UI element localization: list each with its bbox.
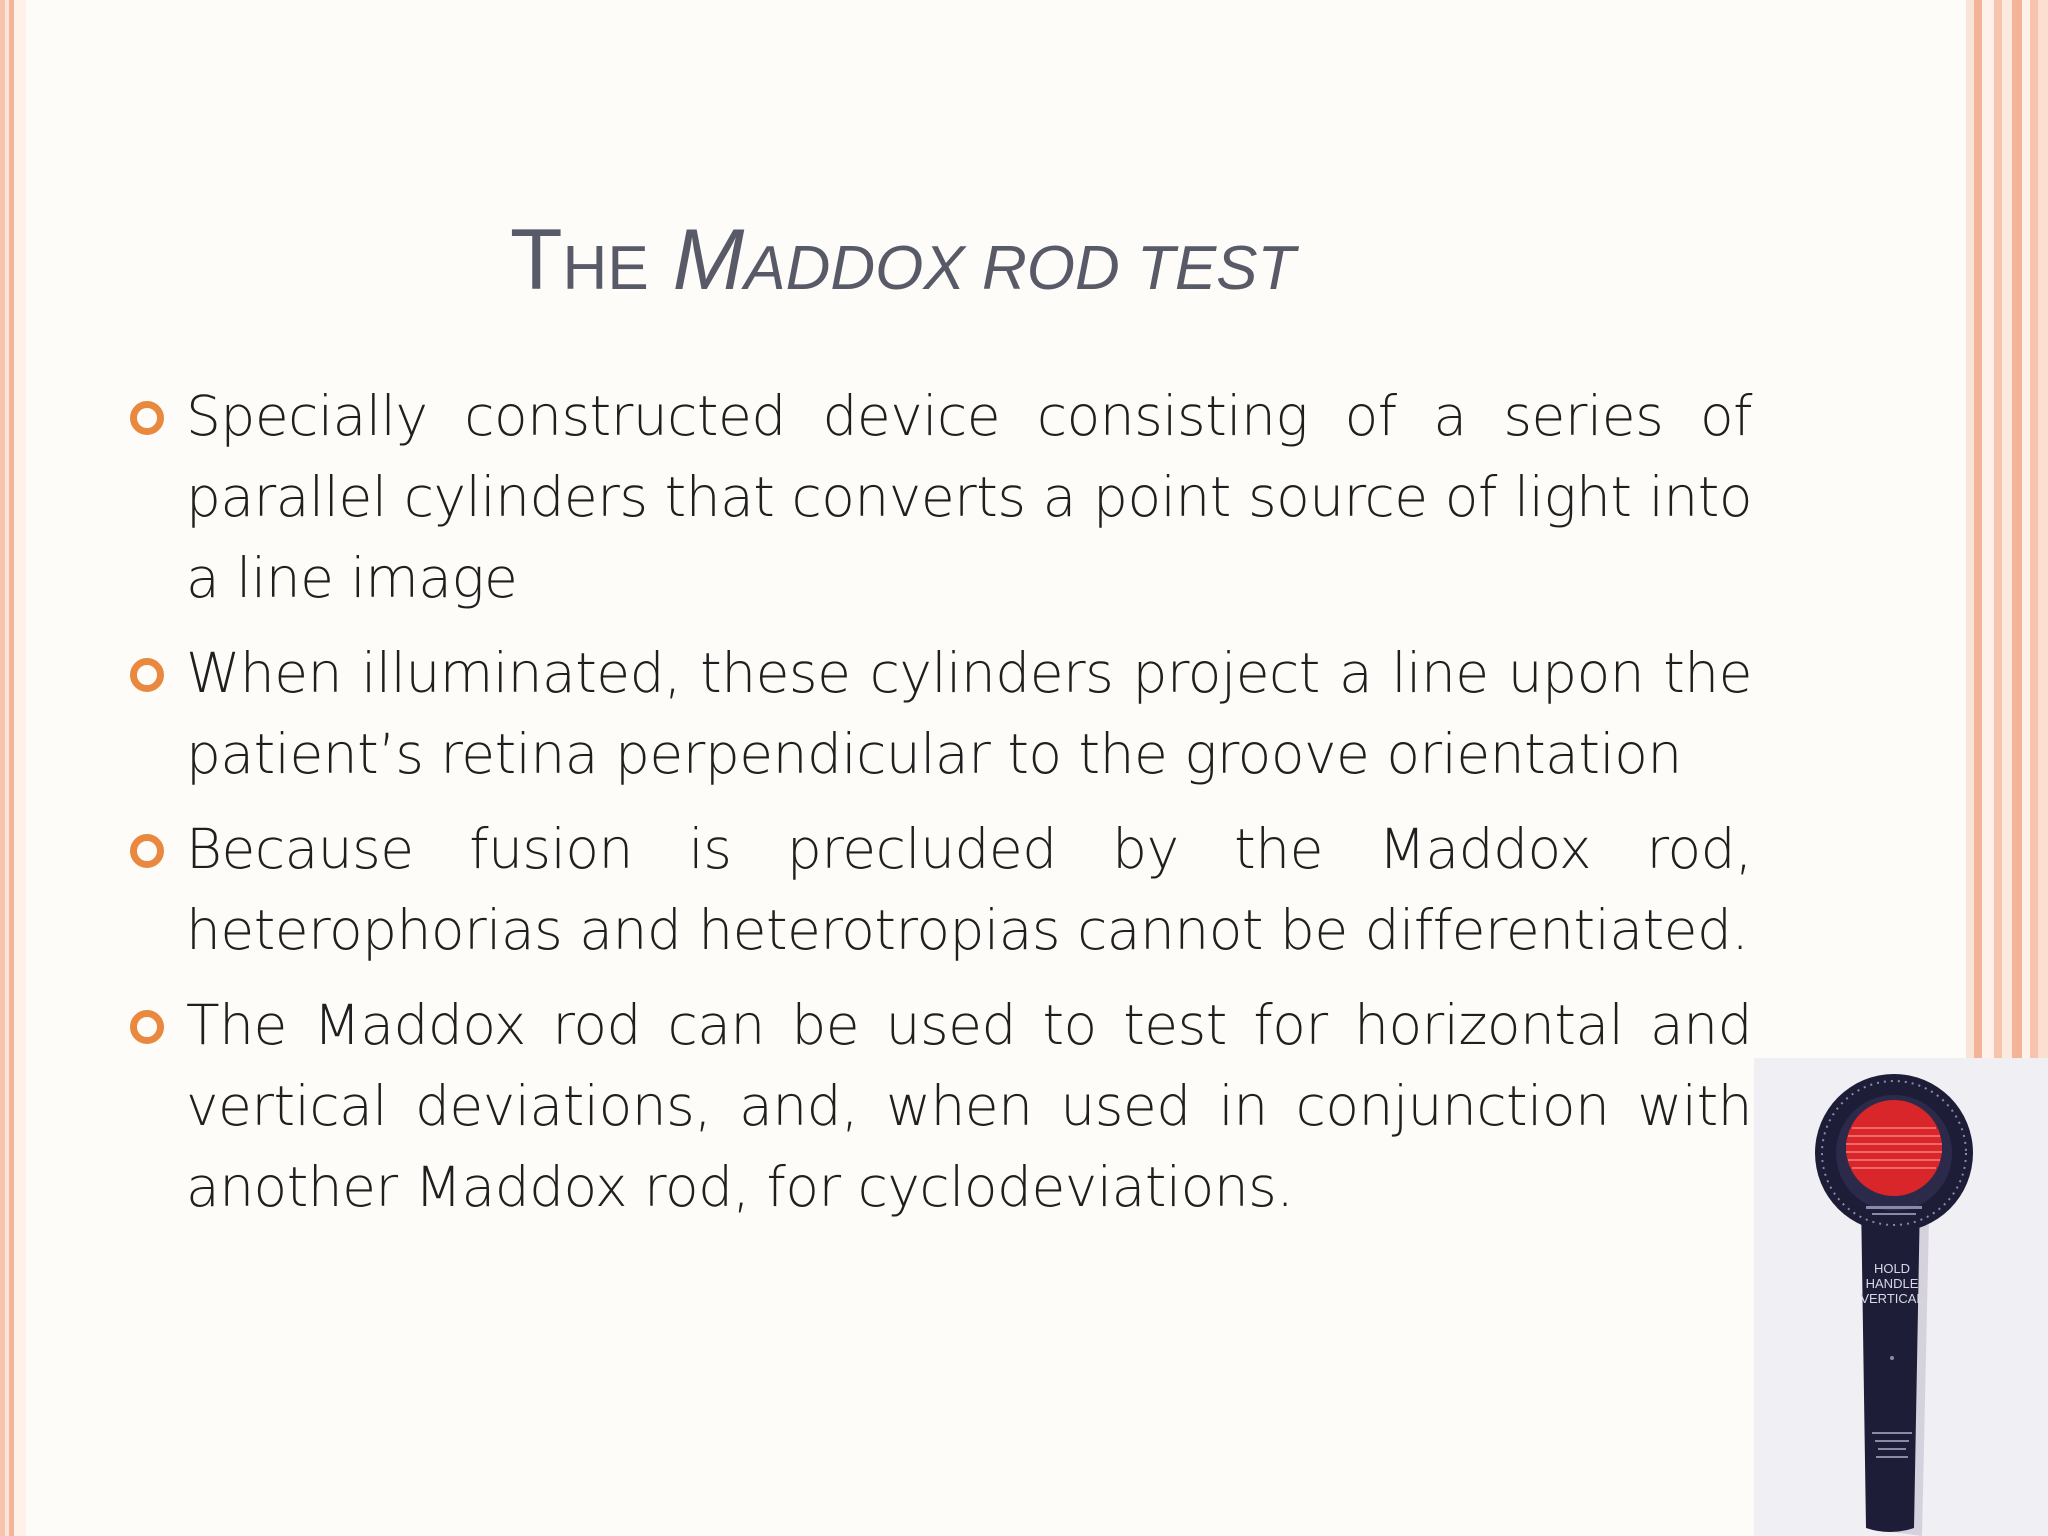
bullet-text: The Maddox rod can be used to test for horizontal and vertical deviations, and, when used in conjunction with another Maddox rod, for cyclodeviations.	[186, 993, 1752, 1219]
bullet-circle-icon	[130, 401, 164, 435]
handle-dot	[1890, 1356, 1894, 1360]
slide-title	[510, 210, 1295, 319]
left-decorative-border	[0, 0, 26, 1536]
bullet-text: Because fusion is precluded by the Maddox rod, heterophorias and heterotropias cannot be differentiated.	[186, 817, 1752, 962]
bullet-item	[130, 985, 1752, 1228]
bullet-item	[130, 809, 1752, 971]
bullet-circle-icon	[130, 658, 164, 692]
bullet-list	[130, 376, 1752, 1242]
maddox-rod-photo	[1754, 1058, 2048, 1536]
handle-label-line2: HANDLE	[1865, 1276, 1919, 1291]
bullet-circle-icon	[130, 1010, 164, 1044]
handle-label-line1: HOLD	[1873, 1261, 1911, 1276]
red-lens	[1846, 1100, 1942, 1196]
bullet-text: Specially constructed device consisting of a series of parallel cylinders that converts a point source of light into a line image	[186, 384, 1752, 610]
housing-text-mark	[1872, 1213, 1916, 1215]
title-italic-letter: M	[672, 212, 745, 308]
bullet-item	[130, 376, 1752, 619]
title-small-caps-part: HE	[562, 234, 649, 303]
device-handle	[1861, 1198, 1920, 1532]
title-italic-small-caps-part: ADDOX ROD TEST	[744, 234, 1296, 303]
title-first-letter: T	[510, 212, 563, 308]
bullet-item	[130, 633, 1752, 795]
handle-label-line3: VERTICAL	[1860, 1291, 1924, 1306]
housing-text-mark	[1866, 1206, 1922, 1209]
bullet-text: When illuminated, these cylinders project a line upon the patient’s retina perpendicular to the groove orientation	[186, 641, 1752, 786]
bullet-circle-icon	[130, 834, 164, 868]
